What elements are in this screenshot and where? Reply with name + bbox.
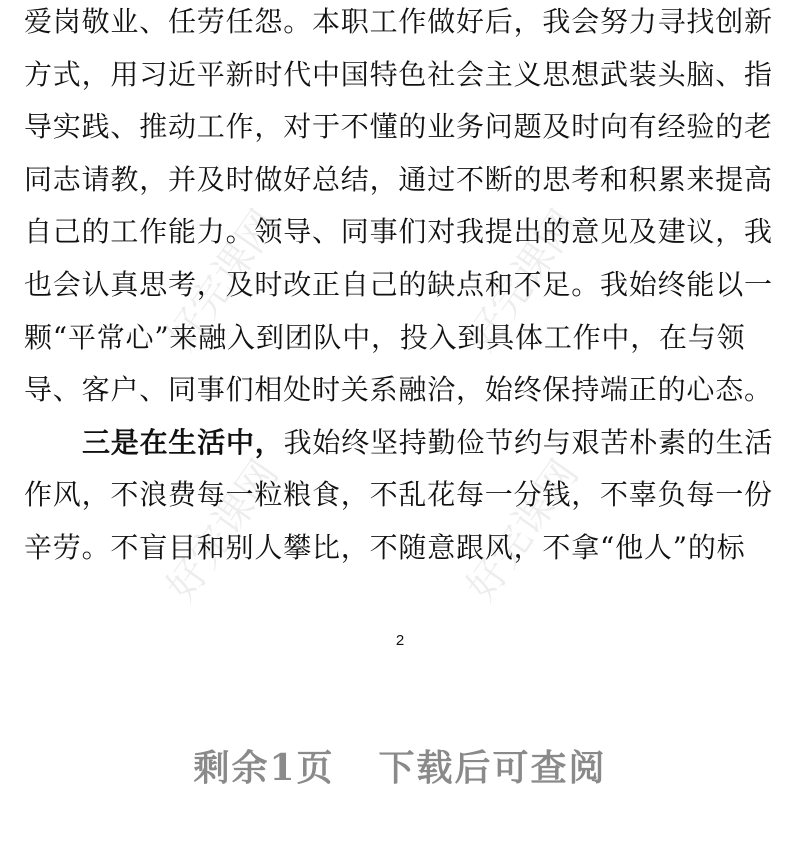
paragraph-start bbox=[24, 417, 784, 470]
text-line: 导实践、推动工作，对于不懂的业务问题及时向有经验的老 bbox=[24, 110, 773, 144]
watermark: 好完课网 bbox=[158, 451, 288, 610]
paragraph-text: 我始终坚持勤俭节约与艰苦朴素的生活 bbox=[283, 425, 774, 459]
body-text bbox=[24, 0, 784, 575]
watermark: 好完课网 bbox=[458, 201, 588, 360]
download-banner[interactable] bbox=[0, 740, 800, 791]
text-line: 辛劳。不盲目和别人攀比，不随意跟风，不拿“他人”的标 bbox=[24, 530, 746, 564]
text-line: 自己的工作能力。领导、同事们对我提出的意见及建议，我 bbox=[24, 215, 773, 249]
text-line: 同志请教，并及时做好总结，通过不断的思考和积累来提高 bbox=[24, 162, 773, 196]
remaining-pages-label: 剩余1页 bbox=[193, 747, 335, 789]
text-line: 作风，不浪费每一粒粮食，不乱花每一分钱，不辜负每一份 bbox=[24, 478, 773, 512]
text-line: 方式，用习近平新时代中国特色社会主义思想武装头脑、指 bbox=[24, 57, 773, 91]
watermark: 好完课网 bbox=[158, 201, 288, 360]
download-to-view-label[interactable]: 下载后可查阅 bbox=[378, 747, 607, 789]
page-number: 2 bbox=[395, 632, 405, 649]
watermark: 好完课网 bbox=[458, 451, 588, 610]
text-line: 颗“平常心”来融入到团队中，投入到具体工作中，在与领 bbox=[24, 320, 746, 354]
paragraph-heading: 三是在生活中， bbox=[82, 425, 284, 459]
text-line: 爱岗敬业、任劳任怨。本职工作做好后，我会努力寻找创新 bbox=[24, 5, 773, 38]
text-line: 也会认真思考，及时改正自己的缺点和不足。我始终能以一 bbox=[24, 267, 773, 301]
text-line: 导、客户、同事们相处时关系融洽，始终保持端正的心态。 bbox=[24, 373, 773, 407]
